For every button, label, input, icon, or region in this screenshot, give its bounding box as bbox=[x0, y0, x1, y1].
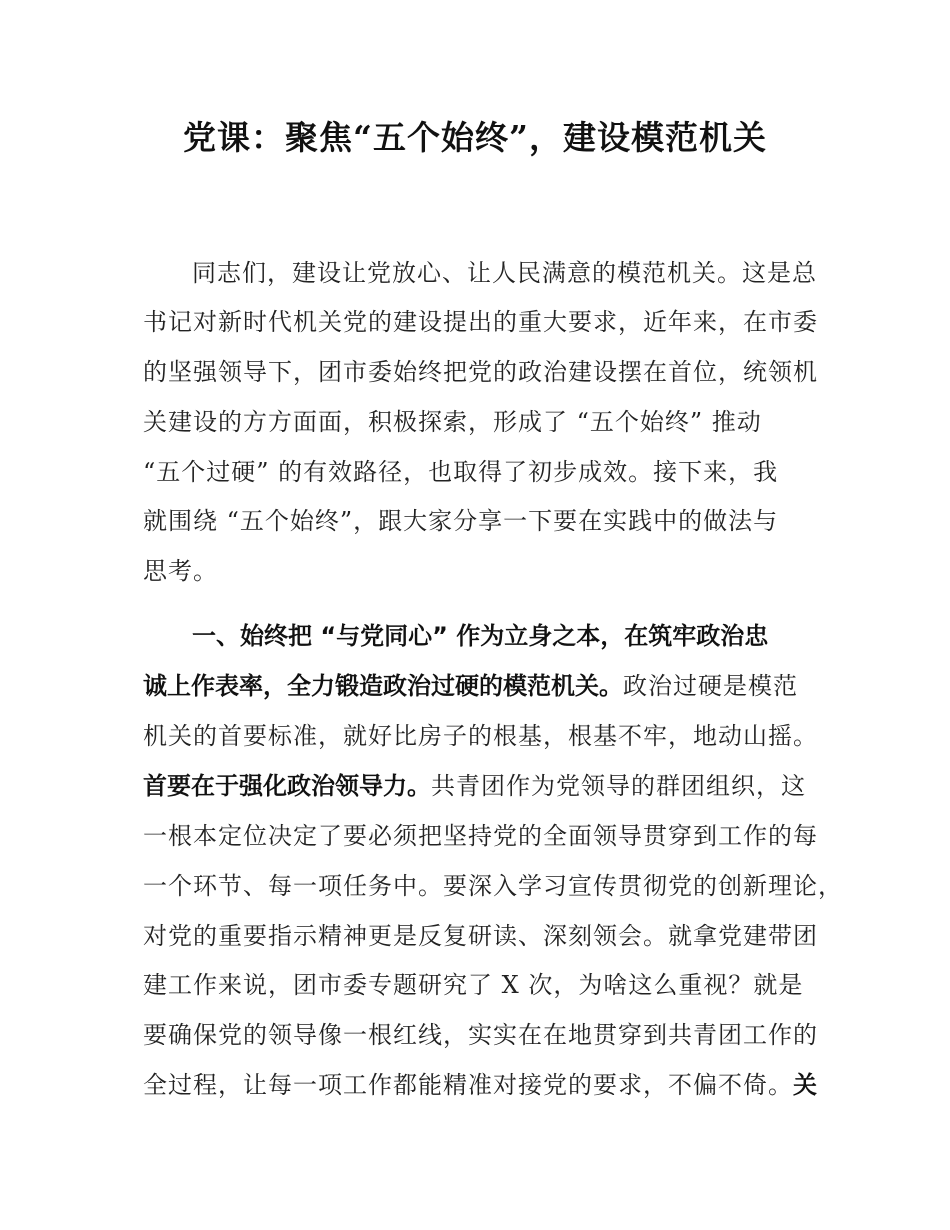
section-1-line-10-rest: 全过程，让每一项工作都能精准对接党的要求，不偏不倚。 bbox=[143, 1071, 793, 1099]
section-1-subheading: 首要在于强化政治领导力。 bbox=[143, 772, 431, 800]
section-1-heading-line-1: 一、始终把 “与党同心” 作为立身之本，在筑牢政治忠 bbox=[192, 622, 769, 650]
section-1-line-8: 建工作来说，团市委专题研究了 X 次，为啥这么重视？就是 bbox=[143, 971, 804, 999]
section-1-line-7: 对党的重要指示精神更是反复研读、深刻领会。就拿党建带团 bbox=[143, 922, 818, 950]
paragraph-1-line-3: 的坚强领导下，团市委始终把党的政治建设摆在首位，统领机 bbox=[143, 358, 818, 386]
paragraph-1-line-7: 思考。 bbox=[143, 557, 218, 585]
paragraph-1-line-1: 同志们，建设让党放心、让人民满意的模范机关。这是总 bbox=[192, 259, 817, 287]
document-title: 党课：聚焦“五个始终”，建设模范机关 bbox=[183, 118, 767, 157]
paragraph-1-line-5: “五个过硬” 的有效路径，也取得了初步成效。接下来，我 bbox=[143, 458, 779, 486]
section-1-line-4 bbox=[143, 771, 806, 801]
paragraph-1-line-4: 关建设的方方面面，积极探索，形成了 “五个始终” 推动 bbox=[143, 408, 762, 436]
section-1-line-10-bold: 关 bbox=[793, 1071, 817, 1099]
section-1-line-9: 要确保党的领导像一根红线，实实在在地贯穿到共青团工作的 bbox=[143, 1021, 818, 1049]
section-1-line-5: 一根本定位决定了要必须把坚持党的全面领导贯穿到工作的每 bbox=[143, 822, 818, 850]
section-1-line-6: 一个环节、每一项任务中。要深入学习宣传贯彻党的创新理论， bbox=[143, 872, 843, 900]
section-1-line-10 bbox=[143, 1070, 817, 1100]
section-1-line-3: 机关的首要标准，就好比房子的根基，根基不牢，地动山摇。 bbox=[143, 722, 818, 750]
paragraph-1-line-6: 就围绕 “五个始终”，跟大家分享一下要在实践中的做法与 bbox=[143, 507, 779, 535]
section-1-line-2-rest: 政治过硬是模范 bbox=[623, 672, 798, 700]
section-1-line-2 bbox=[143, 671, 798, 701]
section-1-line-4-rest: 共青团作为党领导的群团组织，这 bbox=[431, 772, 806, 800]
section-1-heading-line-2: 诚上作表率，全力锻造政治过硬的模范机关。 bbox=[143, 672, 623, 700]
paragraph-1-line-2: 书记对新时代机关党的建设提出的重大要求，近年来，在市委 bbox=[143, 308, 818, 336]
